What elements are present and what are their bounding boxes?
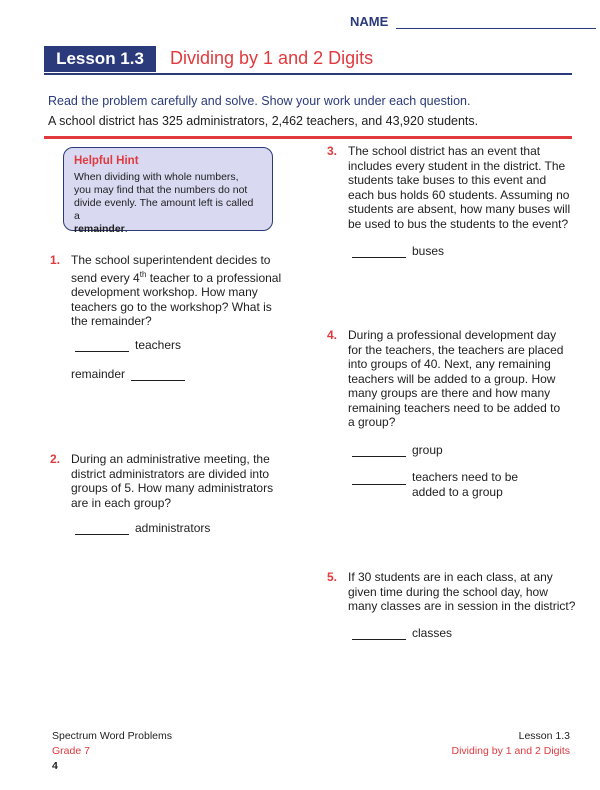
answer-blank[interactable] — [352, 627, 406, 640]
hint-line: you may find that the numbers do not — [74, 184, 248, 196]
question-number: 2. — [50, 452, 61, 466]
answer-buses: buses — [352, 244, 444, 258]
question-text: During a professional development day for the teachers, the teachers are placed into groups of 40. Next, any remaining teachers will be added to a group. How many groups are there and how many remaining teachers need to be added to a group? — [348, 328, 564, 429]
answer-blank[interactable] — [352, 245, 406, 258]
lesson-title: Dividing by 1 and 2 Digits — [170, 48, 374, 68]
answer-blank[interactable] — [75, 522, 129, 535]
answer-group: group — [352, 443, 443, 457]
question-1 — [50, 253, 290, 333]
question-text: The school district has an event that includes every student in the district. The students take buses to this event and each bus holds 60 students. Assuming no students are absent, how many buses will be used to bus the students to the event? — [348, 144, 571, 231]
question-number: 5. — [327, 570, 338, 584]
question-3 — [327, 144, 577, 234]
helpful-hint-box — [63, 147, 273, 235]
page-number: 4 — [52, 760, 58, 772]
answer-blank[interactable] — [75, 339, 129, 352]
question-2 — [50, 452, 290, 512]
answer-blank[interactable] — [131, 368, 185, 381]
hint-bold-word: remainder — [74, 223, 125, 235]
answer-classes: classes — [352, 626, 452, 640]
question-text: The school superintendent decides to send every 4th teacher to a professional development workshop. How many teachers go to the workshop? What is the remainder? — [71, 253, 282, 328]
answer-administrators: administrators — [75, 521, 210, 535]
answer-teachers: teachers — [75, 338, 181, 352]
footer-book-title: Spectrum Word Problems — [52, 730, 173, 742]
question-text: During an administrative meeting, the district administrators are divided into groups of 5. How many administrators are in each group? — [71, 452, 274, 510]
hint-line: divide evenly. The amount left is called a — [74, 197, 254, 222]
answer-blank[interactable] — [352, 472, 406, 485]
name-label: NAME — [350, 14, 389, 29]
header-rule — [44, 73, 572, 75]
name-field — [350, 14, 596, 29]
section-divider — [44, 136, 572, 139]
hint-title: Helpful Hint — [74, 155, 139, 167]
footer-grade: Grade 7 — [52, 745, 90, 757]
answer-remainder: remainder — [71, 367, 185, 381]
question-5 — [327, 570, 577, 616]
hint-line: When dividing with whole numbers, — [74, 171, 239, 183]
answer-remaining-teachers: teachers need to be added to a group — [352, 470, 518, 500]
hint-text: When dividing with whole numbers, you may find that the numbers do not divide evenly. The amount left is called a remainder. — [74, 171, 262, 236]
question-number: 1. — [50, 253, 61, 267]
instructions: Read the problem carefully and solve. Show your work under each question. — [48, 94, 471, 108]
question-text: If 30 students are in each class, at any given time during the school day, how many classes are in session in the district? — [348, 570, 576, 613]
name-line — [396, 16, 596, 29]
intro-text: A school district has 325 administrators, 2,462 teachers, and 43,920 students. — [48, 114, 479, 128]
footer-topic: Dividing by 1 and 2 Digits — [451, 745, 570, 757]
footer-lesson: Lesson 1.3 — [518, 730, 570, 742]
lesson-header — [44, 46, 572, 74]
question-number: 4. — [327, 328, 338, 342]
answer-blank[interactable] — [352, 444, 406, 457]
question-4 — [327, 328, 577, 432]
question-number: 3. — [327, 144, 338, 158]
lesson-badge: Lesson 1.3 — [44, 46, 156, 72]
